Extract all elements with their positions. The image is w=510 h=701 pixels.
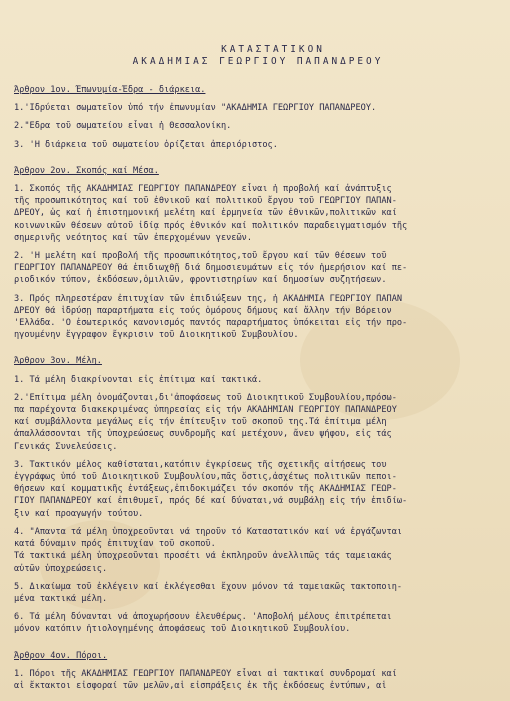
paragraph-line: 1. Σκοπός τῆς ΑΚΑΔΗΜΙΑΣ ΓΕΩΡΓΙΟΥ ΠΑΠΑΝΔΡΕΟΥ εἶναι ἡ προβολή καί ἀνάπτυξις xyxy=(14,184,392,195)
paragraph-line: Γενικάς Συνελεύσεις. xyxy=(14,441,118,452)
paragraph-line: 4. "Απαντα τά μέλη ὑποχρεοῦνται νά τηροῦν τό Καταστατικόν καί νά ἐργάζωνται xyxy=(14,526,403,537)
paragraph-line: 6. Τά μέλη δύνανται νά ἀποχωρήσουν ἐλευθέρως. 'Αποβολή μέλους ἐπιτρέπεται xyxy=(14,612,392,623)
paragraph-line: 3. Τακτικόν μέλος καθίσταται,κατόπιν ἐγκρίσεως τῆς σχετικῆς αἰτήσεως του xyxy=(14,459,387,470)
paragraph-line: ἐγγράφως ὑπό τοῦ Διοικητικοῦ Συμβουλίου,πᾶς ὅστις,ἀσχέτως πολιτικῶν πεποι- xyxy=(14,472,397,483)
article-paragraph xyxy=(14,374,502,386)
paragraph-line: ΓΕΩΡΓΙΟΥ ΠΑΠΑΝΔΡΕΟΥ θά ἐπιδιωχθῇ διά δημοσιευμάτων εἰς τόν ἡμερήσιον καί πε- xyxy=(14,263,408,274)
article-heading: Άρθρον 4ον. Πόροι. xyxy=(14,650,108,661)
article-paragraph xyxy=(14,183,502,244)
paragraph-line: πα παρέχοντα διακεκριμένας ὑπηρεσίας εἰς τήν ΑΚΑΔΗΜΙΑΝ ΓΕΩΡΓΙΟΥ ΠΑΠΑΝΔΡΕΟΥ xyxy=(14,405,397,416)
paragraph-line: ριοδικόν τύπον, ἐκδόσεων,ὁμιλιῶν, φροντιστηρίων καί δημοσίων συζητήσεων. xyxy=(14,275,387,286)
paragraph-line: αἱ ἔκτακτοι εἰσφοραί τῶν μελῶν,αἱ εἰσπράξεις ἐκ τῆς ἐκδόσεως ἐντύπων, αἱ xyxy=(14,680,387,691)
document-body xyxy=(14,44,502,692)
paragraph-line: 2.'Επίτιμα μέλη ὀνομάζονται,δι'ἀποφάσεως τοῦ Διοικητικοῦ Συμβουλίου,πρόσω- xyxy=(14,392,397,403)
paragraph-line: 1. Πόροι τῆς ΑΚΑΔΗΜΙΑΣ ΓΕΩΡΓΙΟΥ ΠΑΠΑΝΔΡΕΟΥ εἶναι αἱ τακτικαί συνδρομαί καί xyxy=(14,668,397,679)
document-title: ΚΑΤΑΣΤΑΤΙΚΟΝ xyxy=(221,44,325,55)
paragraph-line: ΔΡΕΟΥ θά ἱδρύσῃ παραρτήματα εἰς τούς ὁμόρους δήμους καί ἄλλην τήν Βόρειον xyxy=(14,305,392,316)
paragraph-line: ΓΙΟΥ ΠΑΠΑΝΔΡΕΟΥ καί ἐπιθυμεῖ, πρός δέ καί δύναται,νά συμβάλῃ εἰς τήν ἐπιδίω- xyxy=(14,496,408,507)
article-paragraph xyxy=(14,139,502,151)
paragraph-line: 1.'Ιδρύεται σωματεῖον ὑπό τήν ἐπωνυμίαν "ΑΚΑΔΗΜΙΑ ΓΕΩΡΓΙΟΥ ΠΑΠΑΝΔΡΕΟΥ. xyxy=(14,103,377,114)
paragraph-line: σημερινῆς νεότητος καί τῶν ἐπερχομένων γενεῶν. xyxy=(14,232,252,243)
paragraph-line: Τά τακτικά μέλη ὑποχρεοῦνται προσέτι νά ἐκπληροῦν ἀνελλιπῶς τάς ταμειακάς xyxy=(14,551,392,562)
article-paragraph xyxy=(14,668,502,692)
paragraph-line: 'Ελλάδα. 'Ο ἐσωτερικός κανονισμός παντός παραρτήματος ὑπόκειται εἰς τήν προ- xyxy=(14,318,408,329)
article-paragraph xyxy=(14,611,502,635)
paragraph-line: ἀπαλλάσσονται τῆς ὑποχρεώσεως συνδρομῆς καί μετέχουν, ἄνευ ψήφου, εἰς τάς xyxy=(14,429,392,440)
article-heading: Άρθρον 1ον. Έπωνυμία-Έδρα - διάρκεια. xyxy=(14,85,206,95)
document-subtitle: ΑΚΑΔΗΜΙΑΣ ΓΕΩΡΓΙΟΥ ΠΑΠΑΝΔΡΕΟΥ xyxy=(132,56,384,67)
paragraph-line: κατά δύναμιν πρός ἐπιτυχίαν τοῦ σκοποῦ. xyxy=(14,539,216,550)
paragraph-line: 2. 'Η μελέτη καί προβολή τῆς προσωπικότητος,τοῦ ἔργου καί τῶν θέσεων τοῦ xyxy=(14,251,387,262)
paragraph-line: αὐτῶν ὑποχρεώσεις. xyxy=(14,563,108,574)
paragraph-line: θήσεων καί κομματικῆς ἐντάξεως,ἐπιδοκιμάζει τόν σκοπόν τῆς ΑΚΑΔΗΜΙΑΣ ΓΕΩΡ- xyxy=(14,484,397,495)
article-paragraph xyxy=(14,102,502,114)
paragraph-line: μόνον κατόπιν ἠτιολογημένης ἀποφάσεως τοῦ Διοικητικοῦ Συμβουλίου. xyxy=(14,624,351,635)
paragraph-line: μένα τακτικά μέλη. xyxy=(14,593,108,604)
paragraph-line: 3. 'Η διάρκεια τοῦ σωματείου ὁρίζεται ἀπεριόριστος. xyxy=(14,139,278,150)
article-paragraph xyxy=(14,392,502,453)
paragraph-line: ΔΡΕΟΥ, ὡς καί ἡ ἐπιστημονική μελέτη καί ἑρμηνεία τῶν ἐθνικῶν,πολιτικῶν καί xyxy=(14,208,397,219)
article-paragraph xyxy=(14,459,502,520)
paragraph-line: 5. Δικαίωμα τοῦ ἐκλέγειν καί ἐκλέγεσθαι ἔχουν μόνον τά ταμειακῶς τακτοποιη- xyxy=(14,581,403,592)
article-heading: Άρθρον 2ον. Σκοπός καί Μέσα. xyxy=(14,165,159,176)
paragraph-line: ξιν καί προαγωγήν τούτου. xyxy=(14,508,144,519)
paragraph-line: 1. Τά μέλη διακρίνονται εἰς ἐπίτιμα καί τακτικά. xyxy=(14,374,263,385)
paragraph-line: τῆς προσωπικότητος καί τοῦ ἐθνικοῦ καί πολιτικοῦ ἔργου τοῦ ΓΕΩΡΓΙΟΥ ΠΑΠΑΝ- xyxy=(14,196,397,207)
article-paragraph xyxy=(14,526,502,575)
article-paragraph xyxy=(14,120,502,132)
paragraph-line: καί συμβάλλοντα μεγάλως εἰς τήν ἐπίτευξιν τοῦ σκοποῦ της.Τά ἐπίτιμα μέλη xyxy=(14,417,387,428)
sections-container xyxy=(14,84,502,692)
paragraph-line: 2."Εδρα τοῦ σωματείου εἶναι ἡ Θεσσαλονίκη. xyxy=(14,121,232,132)
paragraph-line: κοινωνικῶν θέσεων αὐτοῦ ἰδίᾳ πρός ἐθνικόν καί πολιτικόν παραδειγματισμόν τῆς xyxy=(14,220,408,231)
article-paragraph xyxy=(14,581,502,605)
article-paragraph xyxy=(14,250,502,287)
article-paragraph xyxy=(14,293,502,342)
paragraph-line: 3. Πρός πληρεστέραν ἐπιτυχίαν τῶν ἐπιδιώξεων της, ἡ ΑΚΑΔΗΜΙΑ ΓΕΩΡΓΙΟΥ ΠΑΠΑΝ xyxy=(14,293,403,304)
article-heading: Άρθρον 3ον. Μέλη. xyxy=(14,356,102,367)
paragraph-line: ηγουμένην ἔγγραφον ἔγκρισιν τοῦ Διοικητικοῦ Συμβουλίου. xyxy=(14,330,299,341)
